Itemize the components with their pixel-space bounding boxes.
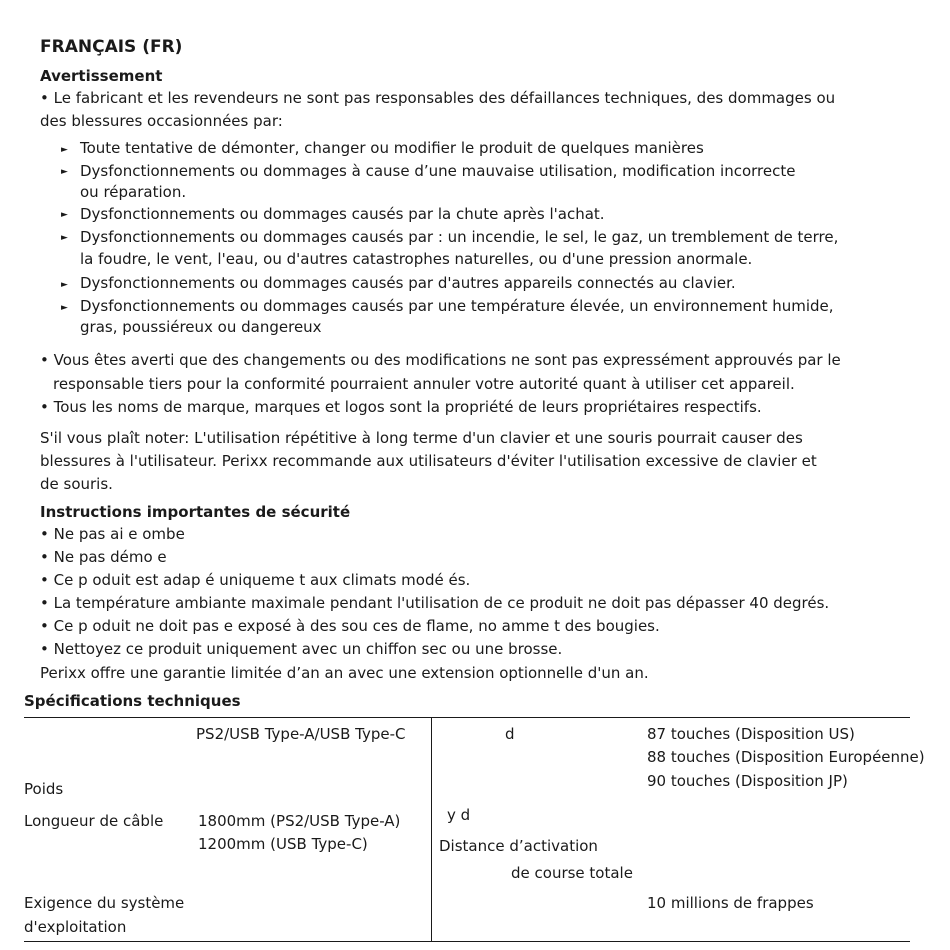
safety-item: • Ce p oduit est adap é uniqueme t aux climats modé és. (40, 571, 471, 589)
warning-item-3: Dysfonctionnements ou dommages causés par la chute après l'achat. (80, 205, 605, 223)
health-note-line-1: S'il vous plaît noter: L'utilisation répétitive à long terme d'un clavier et une souris pourrait causer des (40, 429, 803, 447)
warning-item-4: Dysfonctionnements ou dommages causés par : un incendie, le sel, le gaz, un tremblement de terre, (80, 228, 839, 246)
interface-value: PS2/USB Type-A/USB Type-C (196, 725, 406, 743)
warning-item-5: Dysfonctionnements ou dommages causés par d'autres appareils connectés au clavier. (80, 274, 736, 292)
warning-item-2-cont: ou réparation. (80, 183, 187, 201)
weight-label: Poids (24, 780, 64, 798)
warranty-note: Perixx offre une garantie limitée d’an an avec une extension optionnelle d'un an. (40, 664, 649, 682)
lifetime-value: 10 millions de frappes (647, 894, 814, 912)
warning-item-4-cont: la foudre, le vent, l'eau, ou d'autres catastrophes naturelles, ou d'une pression anormale. (80, 250, 753, 268)
specs-heading: Spécifications techniques (24, 692, 241, 710)
os-label-cont: d'exploitation (24, 918, 127, 936)
keys-us: 87 touches (Disposition US) (647, 725, 855, 743)
warning-heading: Avertissement (40, 67, 163, 85)
spec-label-fragment: d (505, 725, 515, 743)
modification-notice-cont: responsable tiers pour la conformité pourraient annuler votre autorité quant à utiliser cet appareil. (53, 375, 795, 393)
table-column-divider (431, 717, 432, 941)
safety-heading: Instructions importantes de sécurité (40, 503, 351, 521)
keys-jp: 90 touches (Disposition JP) (647, 772, 848, 790)
arrow-bullet-icon: ► (61, 303, 68, 313)
warning-item-2: Dysfonctionnements ou dommages à cause d’une mauvaise utilisation, modification incorrecte (80, 162, 796, 180)
warning-intro-line-1: • Le fabricant et les revendeurs ne sont pas responsables des défaillances techniques, des dommages ou (40, 89, 836, 107)
safety-item: • Nettoyez ce produit uniquement avec un chiffon sec ou une brosse. (40, 640, 563, 658)
safety-item: • Ce p oduit ne doit pas e exposé à des sou ces de flame, no amme t des bougies. (40, 617, 660, 635)
trademark-notice: • Tous les noms de marque, marques et logos sont la propriété de leurs propriétaires respectifs. (40, 398, 762, 416)
arrow-bullet-icon: ► (61, 280, 68, 290)
page-title: FRANÇAIS (FR) (40, 37, 183, 57)
arrow-bullet-icon: ► (61, 145, 68, 155)
cable-label: Longueur de câble (24, 812, 164, 830)
table-bottom-rule (24, 941, 910, 942)
warning-item-1: Toute tentative de démonter, changer ou modifier le produit de quelques manières (80, 139, 704, 157)
keys-eu: 88 touches (Disposition Européenne) (647, 748, 925, 766)
warning-intro-line-2: des blessures occasionnées par: (40, 112, 283, 130)
safety-list (40, 523, 829, 661)
arrow-bullet-icon: ► (61, 167, 68, 177)
health-note-line-2: blessures à l'utilisateur. Perixx recommande aux utilisateurs d'éviter l'utilisation excessive de clavier et (40, 452, 817, 470)
warning-item-6: Dysfonctionnements ou dommages causés par une température élevée, un environnement humide, (80, 297, 834, 315)
warning-intro (40, 87, 835, 133)
spec-label-fragment-2: y d (447, 806, 471, 824)
safety-item: • La température ambiante maximale pendant l'utilisation de ce produit ne doit pas dépasser 40 degrés. (40, 594, 830, 612)
cable-value-c: 1200mm (USB Type-C) (198, 835, 368, 853)
modification-notice: • Vous êtes averti que des changements ou des modifications ne sont pas expressément approuvés par le (40, 351, 841, 369)
safety-item: • Ne pas ai e ombe (40, 525, 185, 543)
arrow-bullet-icon: ► (61, 210, 68, 220)
cable-value-a: 1800mm (PS2/USB Type-A) (198, 812, 401, 830)
safety-item: • Ne pas démo e (40, 548, 167, 566)
activation-label: Distance d’activation (439, 837, 598, 855)
arrow-bullet-icon: ► (61, 233, 68, 243)
os-label: Exigence du système (24, 894, 185, 912)
health-note-line-3: de souris. (40, 475, 113, 493)
warning-item-6-cont: gras, poussiéreux ou dangereux (80, 318, 322, 336)
health-note (40, 427, 817, 496)
travel-label: de course totale (511, 864, 633, 882)
table-top-rule (24, 717, 910, 718)
